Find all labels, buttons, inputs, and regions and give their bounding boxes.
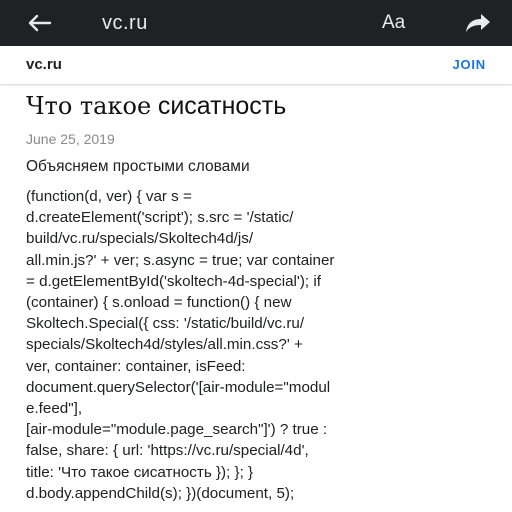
article-title-part1: Что такое (26, 92, 152, 120)
body-line: d.body.appendChild(s); })(document, 5); (26, 484, 295, 502)
body-line: title: 'Что такое сисатность }); }; } (26, 463, 254, 481)
body-line: false, share: { url: 'https://vc.ru/special/4d', (26, 442, 309, 460)
article-date: June 25, 2019 (26, 131, 115, 147)
body-line: Skoltech.Special({ css: '/static/build/vc.ru/ (26, 315, 305, 333)
body-line: (function(d, ver) { var s = (26, 188, 192, 205)
body-line: e.feed"], (26, 400, 83, 418)
body-line: document.querySelector('[air-module="modul (26, 378, 331, 396)
font-size-button[interactable]: Aa (382, 12, 406, 33)
body-line: d.createElement('script'); s.src = '/static/ (26, 209, 294, 227)
site-header (0, 46, 512, 85)
article-subtitle: Объясняем простыми словами (26, 158, 250, 175)
page-domain-title: vc.ru (102, 12, 148, 34)
browser-toolbar (0, 0, 512, 46)
site-name[interactable]: vc.ru (26, 56, 62, 73)
body-line: specials/Skoltech4d/styles/all.min.css?' + (26, 336, 303, 354)
body-line: = d.getElementById('skoltech-4d-special'); if (26, 272, 321, 290)
join-button[interactable]: JOIN (452, 57, 486, 72)
article-body (26, 186, 496, 504)
arrow-left-icon (26, 13, 52, 33)
article-title (26, 92, 286, 121)
back-button[interactable] (22, 9, 56, 37)
body-line: build/vc.ru/specials/Skoltech4d/js/ (26, 230, 254, 248)
body-line: (container) { s.onload = function() { new (26, 294, 292, 312)
article-title-part2: сисатность (157, 92, 287, 120)
share-arrow-icon (464, 12, 492, 34)
body-line: ver, container: container, isFeed: (26, 357, 246, 375)
body-line: all.min.js?' + ver; s.async = true; var container (26, 251, 335, 269)
share-button[interactable] (462, 10, 494, 36)
body-line: [air-module="module.page_search"]') ? true : (26, 421, 328, 439)
